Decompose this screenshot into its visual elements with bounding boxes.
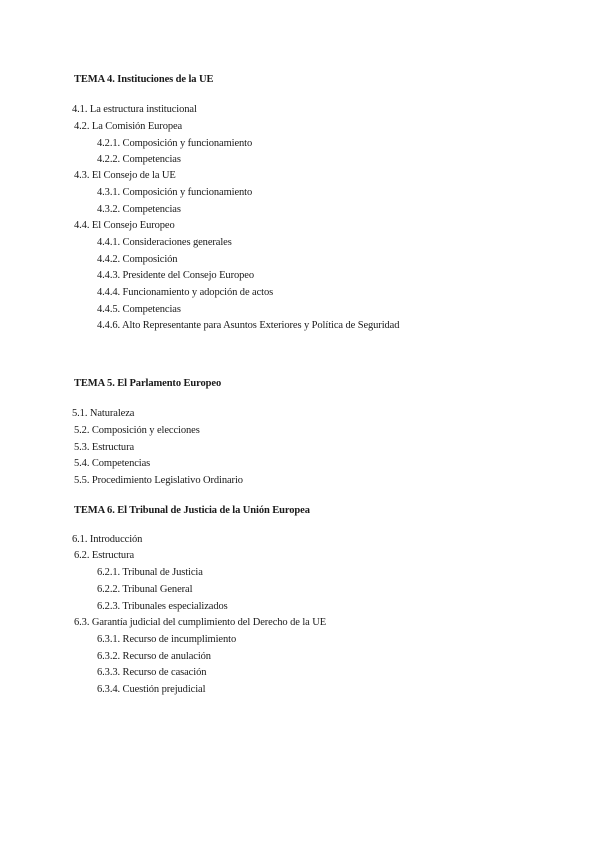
tema6-item-6-3-3: 6.3.3. Recurso de casación [97,667,207,678]
tema4-item-4-4: 4.4. El Consejo Europeo [74,220,175,231]
tema5-item-5-3: 5.3. Estructura [74,442,135,453]
tema4-item-4-3: 4.3. El Consejo de la UE [74,170,176,181]
tema5-item-5-2: 5.2. Composición y elecciones [74,425,200,436]
tema4-item-4-1: 4.1. La estructura institucional [72,104,197,115]
tema6-item-6-2-1: 6.2.1. Tribunal de Justicia [97,567,203,578]
tema6-item-6-3: 6.3. Garantía judicial del cumplimiento del Derecho de la UE [74,617,327,628]
tema4-item-4-4-4: 4.4.4. Funcionamiento y adopción de actos [97,287,274,298]
tema5-item-5-4: 5.4. Competencias [74,458,151,469]
tema6-item-6-2: 6.2. Estructura [74,550,135,561]
tema4-item-4-4-5: 4.4.5. Competencias [97,304,181,315]
tema5-heading: TEMA 5. El Parlamento Europeo [74,378,222,389]
tema4-item-4-2-2: 4.2.2. Competencias [97,154,181,165]
tema4-item-4-2-1: 4.2.1. Composición y funcionamiento [97,138,253,149]
tema6-item-6-2-2: 6.2.2. Tribunal General [97,584,193,595]
tema4-item-4-4-3: 4.4.3. Presidente del Consejo Europeo [97,270,254,281]
tema4-item-4-3-1: 4.3.1. Composición y funcionamiento [97,187,253,198]
tema6-item-6-3-1: 6.3.1. Recurso de incumplimiento [97,634,237,645]
tema4-item-4-4-2: 4.4.2. Composición [97,254,178,265]
tema4-item-4-4-6: 4.4.6. Alto Representante para Asuntos Exteriores y Política de Seguridad [97,320,400,331]
tema5-item-5-5: 5.5. Procedimiento Legislativo Ordinario [74,475,243,486]
tema6-item-6-3-4: 6.3.4. Cuestión prejudicial [97,684,206,695]
tema4-item-4-4-1: 4.4.1. Consideraciones generales [97,237,232,248]
tema6-item-6-2-3: 6.2.3. Tribunales especializados [97,601,228,612]
tema5-item-5-1: 5.1. Naturaleza [72,408,135,419]
tema4-item-4-3-2: 4.3.2. Competencias [97,204,181,215]
tema4-heading: TEMA 4. Instituciones de la UE [74,74,214,85]
tema6-item-6-3-2: 6.3.2. Recurso de anulación [97,651,211,662]
tema6-heading: TEMA 6. El Tribunal de Justicia de la Unión Europea [74,505,310,516]
tema6-item-6-1: 6.1. Introducción [72,534,143,545]
tema4-item-4-2: 4.2. La Comisión Europea [74,121,183,132]
